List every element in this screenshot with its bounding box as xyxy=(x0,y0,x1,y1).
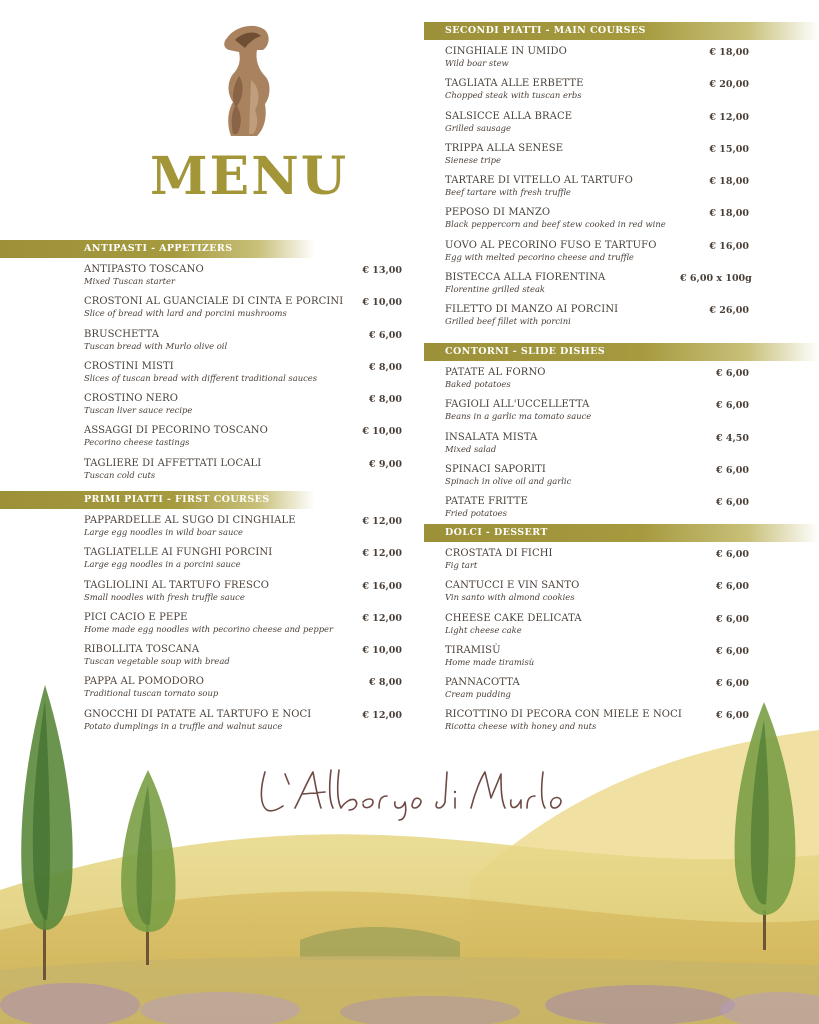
list-item xyxy=(0,490,819,522)
list-item xyxy=(0,40,819,72)
dish-description: Tuscan vegetable soup with bread xyxy=(84,656,230,667)
dolci-list xyxy=(0,542,819,736)
dish-description: Cream pudding xyxy=(445,689,511,700)
section-header-contorni: CONTORNI - SLIDE DISHES xyxy=(424,343,819,361)
dish-description: Pecorino cheese tastings xyxy=(84,437,190,448)
dish-price: € 16,00 xyxy=(362,580,402,592)
dish-price: € 12,00 xyxy=(362,612,402,624)
list-item xyxy=(0,639,819,671)
dish-name: TAGLIERE DI AFFETTATI LOCALI xyxy=(84,457,262,469)
secondi-list xyxy=(0,40,819,331)
dish-description: Small noodles with fresh truffle sauce xyxy=(84,591,245,602)
dish-price: € 6,00 xyxy=(715,645,749,657)
dish-price: € 20,00 xyxy=(709,79,749,91)
dish-name: BISTECCA ALLA FIORENTINA xyxy=(445,272,606,284)
list-item xyxy=(0,393,819,425)
list-item xyxy=(0,458,819,490)
dish-price: € 10,00 xyxy=(362,645,402,657)
dish-price: € 6,00 xyxy=(715,497,749,509)
dish-price: € 8,00 xyxy=(368,361,402,373)
dish-description: Tuscan liver sauce recipe xyxy=(84,405,193,416)
contorni-list xyxy=(0,361,819,522)
dish-name: SALSICCE ALLA BRACE xyxy=(445,110,573,122)
dish-price: € 6,00 xyxy=(715,581,749,593)
dish-description: Home made egg noodles with pecorino cheese and pepper xyxy=(84,623,334,634)
dish-price: € 12,00 xyxy=(362,548,402,560)
list-item xyxy=(0,361,819,393)
section-secondi xyxy=(0,22,819,331)
dish-description: Home made tiramisù xyxy=(445,656,535,667)
dish-price: € 10,00 xyxy=(362,426,402,438)
dish-description: Wild boar stew xyxy=(445,58,509,68)
section-header-secondi: SECONDI PIATTI - MAIN COURSES xyxy=(424,22,819,40)
dish-name: TAGLIATA ALLE ERBETTE xyxy=(445,78,584,90)
dish-price: € 12,00 xyxy=(362,516,402,527)
dish-name: CROSTATA DI FICHI xyxy=(445,548,553,559)
dish-price: € 6,00 xyxy=(715,400,749,412)
dish-name: PAPPARDELLE AL SUGO DI CINGHIALE xyxy=(84,515,296,526)
dish-description: Potato dumplings in a truffle and walnut sauce xyxy=(84,720,283,731)
dish-price: € 8,00 xyxy=(368,677,402,689)
list-item xyxy=(0,137,819,169)
dish-price: € 13,00 xyxy=(362,265,402,276)
dish-description: Light cheese cake xyxy=(445,624,522,635)
dish-description: Sienese tripe xyxy=(445,154,502,165)
dish-name: GNOCCHI DI PATATE AL TARTUFO E NOCI xyxy=(84,708,312,720)
dish-price: € 6,00 xyxy=(715,613,749,625)
dish-name: TIRAMISÙ xyxy=(445,644,501,656)
dish-name: PICI CACIO E PEPE xyxy=(84,611,188,623)
dish-name: TAGLIATELLE AI FUNGHI PORCINI xyxy=(84,547,273,559)
dish-price: € 6,00 xyxy=(715,464,749,476)
dish-description: Florentine grilled steak xyxy=(445,284,546,295)
list-item xyxy=(0,201,819,233)
list-item xyxy=(0,671,819,703)
dish-price: € 18,00 xyxy=(709,47,749,58)
dish-name: BRUSCHETTA xyxy=(84,328,160,340)
dish-description: Black peppercorn and beef stew cooked in red wine xyxy=(445,219,666,230)
dish-name: TARTARE DI VITELLO AL TARTUFO xyxy=(445,175,633,187)
dish-name: PAPPA AL POMODORO xyxy=(84,676,205,688)
list-item xyxy=(0,542,819,574)
dish-price: € 8,00 xyxy=(368,394,402,406)
dish-description: Grilled beef fillet with porcini xyxy=(445,316,571,327)
dish-description: Grilled sausage xyxy=(445,122,512,133)
dish-name: ANTIPASTO TOSCANO xyxy=(84,264,204,275)
dish-name: RIBOLLITA TOSCANA xyxy=(84,644,200,656)
dish-description: Beans in a garlic ma tomato sauce xyxy=(445,411,592,422)
dish-price: € 4,50 xyxy=(715,432,749,444)
dish-description: Fig tart xyxy=(445,560,478,570)
section-dolci xyxy=(0,524,819,736)
dish-name: UOVO AL PECORINO FUSO E TARTUFO xyxy=(445,239,657,251)
section-header-antipasti: ANTIPASTI - APPETIZERS xyxy=(0,240,315,258)
dish-description: Large egg noodles in a porcini sauce xyxy=(84,559,241,570)
dish-name: ASSAGGI DI PECORINO TOSCANO xyxy=(84,425,268,437)
section-header-primi: PRIMI PIATTI - FIRST COURSES xyxy=(0,491,315,509)
dish-price: € 6,00 xyxy=(368,329,402,341)
dish-price: € 9,00 xyxy=(368,458,402,470)
dish-name: FILETTO DI MANZO AI PORCINI xyxy=(445,304,619,316)
dish-description: Tuscan cold cuts xyxy=(84,469,156,480)
dish-name: FAGIOLI ALL'UCCELLETTA xyxy=(445,399,590,411)
list-item xyxy=(0,234,819,266)
dish-name: PATATE AL FORNO xyxy=(445,367,546,378)
dish-description: Fried potatoes xyxy=(445,508,507,519)
list-item xyxy=(0,72,819,104)
list-item xyxy=(0,574,819,606)
dish-name: TRIPPA ALLA SENESE xyxy=(445,142,564,154)
list-item xyxy=(0,607,819,639)
dish-description: Mixed Tuscan starter xyxy=(84,276,175,286)
section-contorni xyxy=(0,340,819,522)
dish-price: € 10,00 xyxy=(362,297,402,309)
dish-price: € 12,00 xyxy=(362,709,402,721)
dish-description: Slices of tuscan bread with different traditional sauces xyxy=(84,372,318,383)
dish-description: Egg with melted pecorino cheese and truffle xyxy=(445,251,634,262)
dish-price: € 6,00 xyxy=(715,710,749,722)
dish-name: CROSTONI AL GUANCIALE DI CINTA E PORCINI xyxy=(84,296,344,308)
dish-name: CHEESE CAKE DELICATA xyxy=(445,612,582,624)
dish-description: Slice of bread with lard and porcini mushrooms xyxy=(84,308,287,319)
dish-description: Traditional tuscan tornato soup xyxy=(84,688,219,699)
dish-name: CROSTINI MISTI xyxy=(84,360,174,372)
dish-price: € 16,00 xyxy=(709,240,749,252)
dish-name: CANTUCCI E VIN SANTO xyxy=(445,580,580,592)
section-header-dolci: DOLCI - DESSERT xyxy=(424,524,819,542)
dish-description: Beef tartare with fresh truffle xyxy=(445,187,571,198)
dish-price: € 15,00 xyxy=(709,143,749,155)
dish-name: CINGHIALE IN UMIDO xyxy=(445,46,567,57)
list-item xyxy=(0,703,819,735)
dish-description: Ricotta cheese with honey and nuts xyxy=(445,721,597,732)
dish-name: TAGLIOLINI AL TARTUFO FRESCO xyxy=(84,579,270,591)
dish-name: CROSTINO NERO xyxy=(84,393,179,405)
list-item xyxy=(0,105,819,137)
dish-price: € 6,00 xyxy=(715,368,749,379)
dish-description: Mixed salad xyxy=(445,443,497,454)
signature-logo xyxy=(255,762,565,822)
menu-title: MENU xyxy=(150,146,349,207)
dish-price: € 6,00 xyxy=(715,678,749,690)
list-item xyxy=(0,298,819,330)
list-item xyxy=(0,266,819,298)
dish-description: Vin santo with almond cookies xyxy=(445,592,575,603)
list-item xyxy=(0,426,819,458)
dish-price: € 18,00 xyxy=(709,208,749,220)
dish-price: € 6,00 x 100g xyxy=(680,273,752,285)
dish-price: € 6,00 xyxy=(715,549,749,560)
dish-price: € 12,00 xyxy=(709,111,749,123)
dish-description: Chopped steak with tuscan erbs xyxy=(445,90,582,101)
dish-price: € 18,00 xyxy=(709,176,749,188)
dish-description: Spinach in olive oil and garlic xyxy=(445,475,572,486)
dish-name: PEPOSO DI MANZO xyxy=(445,207,551,219)
dish-name: SPINACI SAPORITI xyxy=(445,463,546,475)
dish-name: PANNACOTTA xyxy=(445,677,520,689)
dish-description: Baked potatoes xyxy=(445,379,511,389)
dish-name: INSALATA MISTA xyxy=(445,431,538,443)
dish-name: RICOTTINO DI PECORA CON MIELE E NOCI xyxy=(445,709,682,721)
dish-price: € 26,00 xyxy=(709,305,749,317)
dish-description: Tuscan bread with Murlo olive oil xyxy=(84,340,228,351)
list-item xyxy=(0,169,819,201)
dish-description: Large egg noodles in wild boar sauce xyxy=(84,527,243,537)
dish-name: PATATE FRITTE xyxy=(445,496,528,508)
